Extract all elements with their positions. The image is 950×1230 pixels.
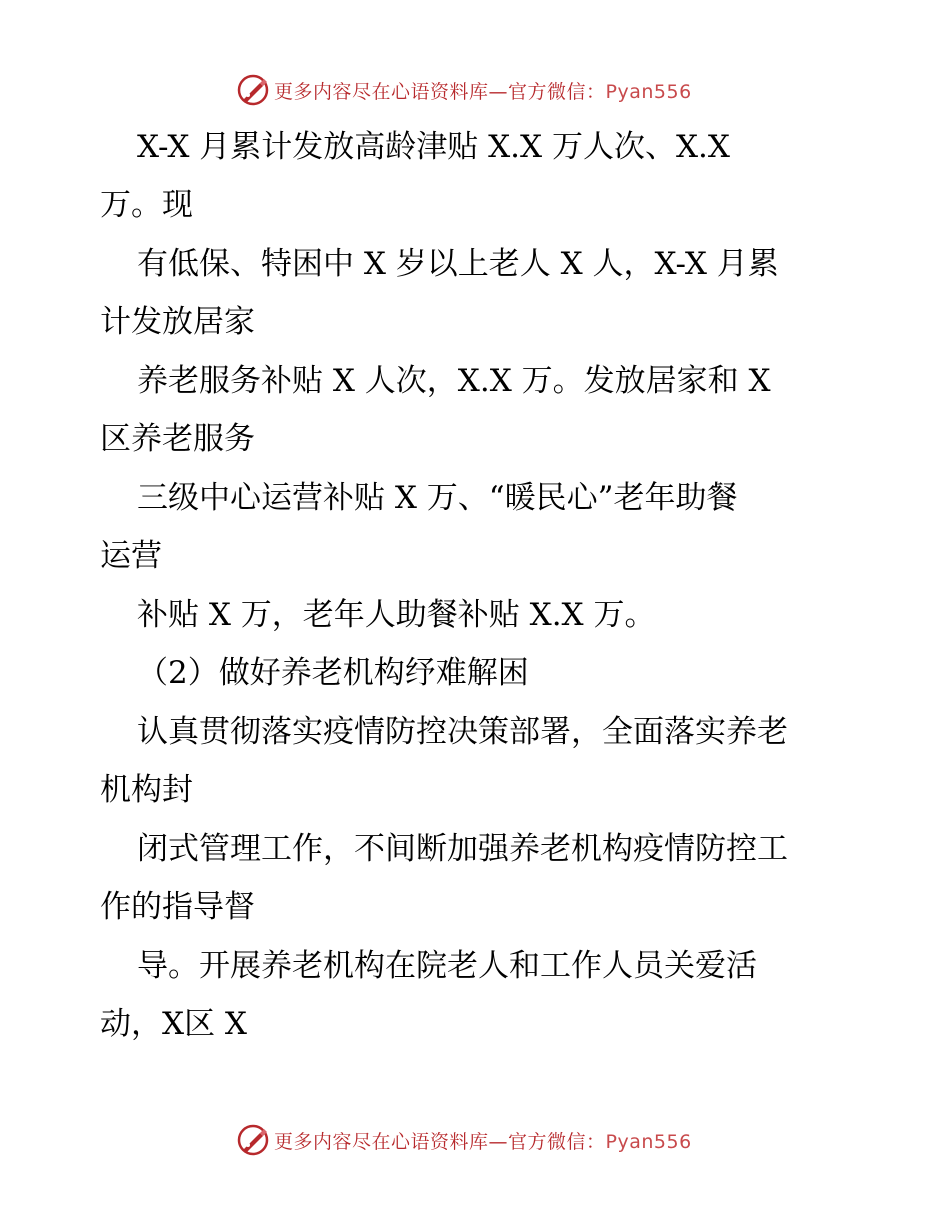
text-line: 导。开展养老机构在院老人和工作人员关爱活 <box>137 948 757 984</box>
pen-logo-icon <box>236 73 270 107</box>
pen-logo-icon <box>236 1123 270 1157</box>
header-watermark <box>236 72 692 108</box>
watermark-id: Pyan556 <box>605 80 692 103</box>
section-heading: （2）做好养老机构纾难解困 <box>137 655 529 691</box>
text-line: 认真贯彻落实疫情防控决策部署，全面落实养老 <box>137 714 788 750</box>
text-line: 养老服务补贴 X 人次，X.X 万。发放居家和 X <box>137 363 771 399</box>
text-line: 机构封 <box>100 772 193 808</box>
watermark-text <box>274 77 692 104</box>
watermark-label: 更多内容尽在心语资料库—官方微信： <box>274 80 606 103</box>
watermark-text <box>274 1127 692 1154</box>
text-line: 万。现 <box>100 187 193 223</box>
footer-watermark <box>236 1122 692 1158</box>
text-line: 作的指导督 <box>100 889 255 925</box>
text-line: 补贴 X 万，老年人助餐补贴 X.X 万。 <box>137 597 656 633</box>
text-line: 区养老服务 <box>100 421 255 457</box>
watermark-id: Pyan556 <box>605 1130 692 1153</box>
text-line: 动，X区 X <box>100 1006 247 1042</box>
watermark-label: 更多内容尽在心语资料库—官方微信： <box>274 1130 606 1153</box>
text-line: 三级中心运营补贴 X 万、“暖民心”老年助餐 <box>137 480 738 516</box>
text-line: 运营 <box>100 538 162 574</box>
text-line: 计发放居家 <box>100 304 255 340</box>
text-line: X-X 月累计发放高龄津贴 X.X 万人次、X.X <box>137 129 730 165</box>
text-line: 闭式管理工作，不间断加强养老机构疫情防控工 <box>137 831 788 867</box>
text-line: 有低保、特困中 X 岁以上老人 X 人，X-X 月累 <box>137 246 779 282</box>
